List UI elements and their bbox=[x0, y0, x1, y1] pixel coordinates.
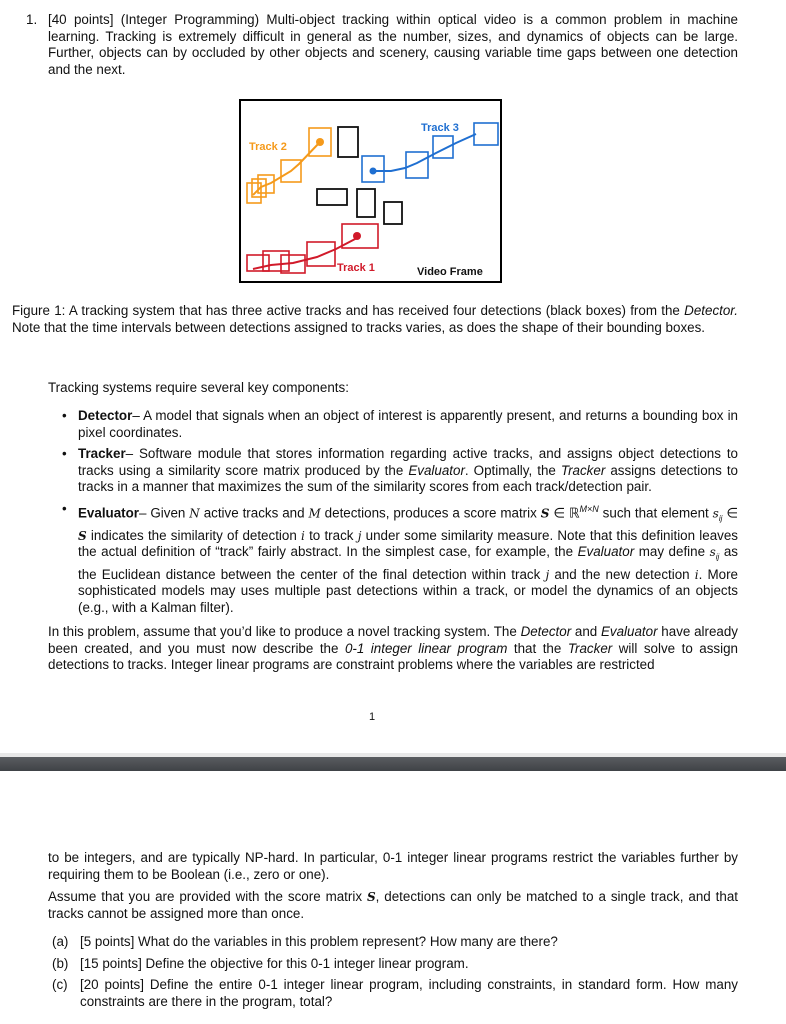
track-1-label: Track 1 bbox=[337, 262, 375, 274]
track-1 bbox=[247, 224, 378, 274]
components-intro: Tracking systems require several key components: bbox=[48, 380, 349, 395]
component-tracker: • Tracker– Software module that stores information regarding active tracks, and assigns object detections to tracks using a similarity score matrix produced by the Evaluator. Optimally, the Tracker assigns detections to tracks in a manner that maximizes the sum of the similarity scores from each track/detection pair. bbox=[62, 446, 738, 495]
track-3-head bbox=[370, 168, 377, 175]
page-number: 1 bbox=[369, 711, 376, 723]
question-text: [40 points] (Integer Programming) Multi-object tracking within optical video is a common problem in machine learning. Tracking is extremely difficult in general as the number, sizes, and dynamics of objects can be large. Further, objects can by occluded by other objects and scenery, causing variable time gaps between one detection and the next. bbox=[48, 12, 738, 77]
component-evaluator: • Evaluator– Given N active tracks and M detections, produces a score matrix S ∈ ℝ$^{M\times N}$ such that element $s_{ij}$ ∈ S indicates the similarity of detection i to track j under some similarity measure. Note that this definition leaves the actual definition of “track” fairly abstract. In the simplest case, for example, the Evaluator may define $s_{ij}$ as the Euclidean distance between the center of the final detection within track j and the new detection i. More sophisticated models may uses multiple past detections within a track, or model the dynamics of an objects (e.g., with a Kalman filter). bbox=[62, 500, 738, 615]
figure-caption: Figure 1: A tracking system that has three active tracks and has received four detections (black boxes) from the Detector. Note that the time intervals between detections assigned to tracks varies, as does the shape of their bounding boxes. bbox=[12, 303, 738, 335]
assumption-text: Assume that you are provided with the score matrix S, detections can only be matched to a single track, and that tracks cannot be assigned more than once. bbox=[48, 889, 738, 921]
detection-box-4 bbox=[384, 202, 402, 224]
track-3 bbox=[362, 122, 498, 182]
track-3-label: Track 3 bbox=[421, 122, 459, 134]
page-separator bbox=[0, 753, 786, 771]
caption-detector: Detector. bbox=[684, 303, 738, 318]
tracking-figure bbox=[239, 99, 502, 283]
detection-box-1 bbox=[338, 127, 358, 157]
detection-box-3 bbox=[357, 189, 375, 217]
question-number: 1. bbox=[26, 12, 38, 27]
video-frame-label: Video Frame bbox=[417, 266, 483, 278]
detection-box-2 bbox=[317, 189, 347, 205]
part-c: (c) [20 points] Define the entire 0-1 integer linear program, including constraints, in standard form. How many constraints are there in the program, total? bbox=[52, 977, 738, 1009]
question-1 bbox=[26, 12, 738, 78]
track-2 bbox=[247, 128, 331, 203]
track-3-box-2 bbox=[406, 152, 428, 178]
track-1-box-4 bbox=[307, 242, 335, 266]
part-b: (b) [15 points] Define the objective for this 0-1 integer linear program. bbox=[52, 955, 469, 971]
track-2-head bbox=[316, 138, 324, 146]
track-3-box-4 bbox=[474, 123, 498, 145]
track-1-head bbox=[353, 232, 361, 240]
problem-statement: In this problem, assume that you’d like to produce a novel tracking system. The Detector and Evaluator have already been created, and you must now describe the 0-1 integer linear program that the Tracker will solve to assign detections to tracks. Integer linear programs are constraint problems where the variables are restricted bbox=[48, 624, 738, 673]
problem-continuation: to be integers, and are typically NP-hard. In particular, 0-1 integer linear programs restrict the variables further by requiring them to be Boolean (i.e., zero or one). bbox=[48, 850, 738, 882]
tracking-diagram bbox=[241, 101, 500, 281]
components-list bbox=[60, 408, 738, 621]
page-2 bbox=[0, 771, 786, 1024]
track-2-label: Track 2 bbox=[249, 141, 287, 153]
track-1-box-2 bbox=[263, 251, 289, 271]
part-a: (a) [5 points] What do the variables in this problem represent? How many are there? bbox=[52, 934, 558, 949]
component-detector: • Detector– A model that signals when an object of interest is apparently present, and returns a bounding box in pixel coordinates. bbox=[62, 408, 738, 440]
detections bbox=[317, 127, 402, 224]
question-parts bbox=[52, 934, 738, 1015]
